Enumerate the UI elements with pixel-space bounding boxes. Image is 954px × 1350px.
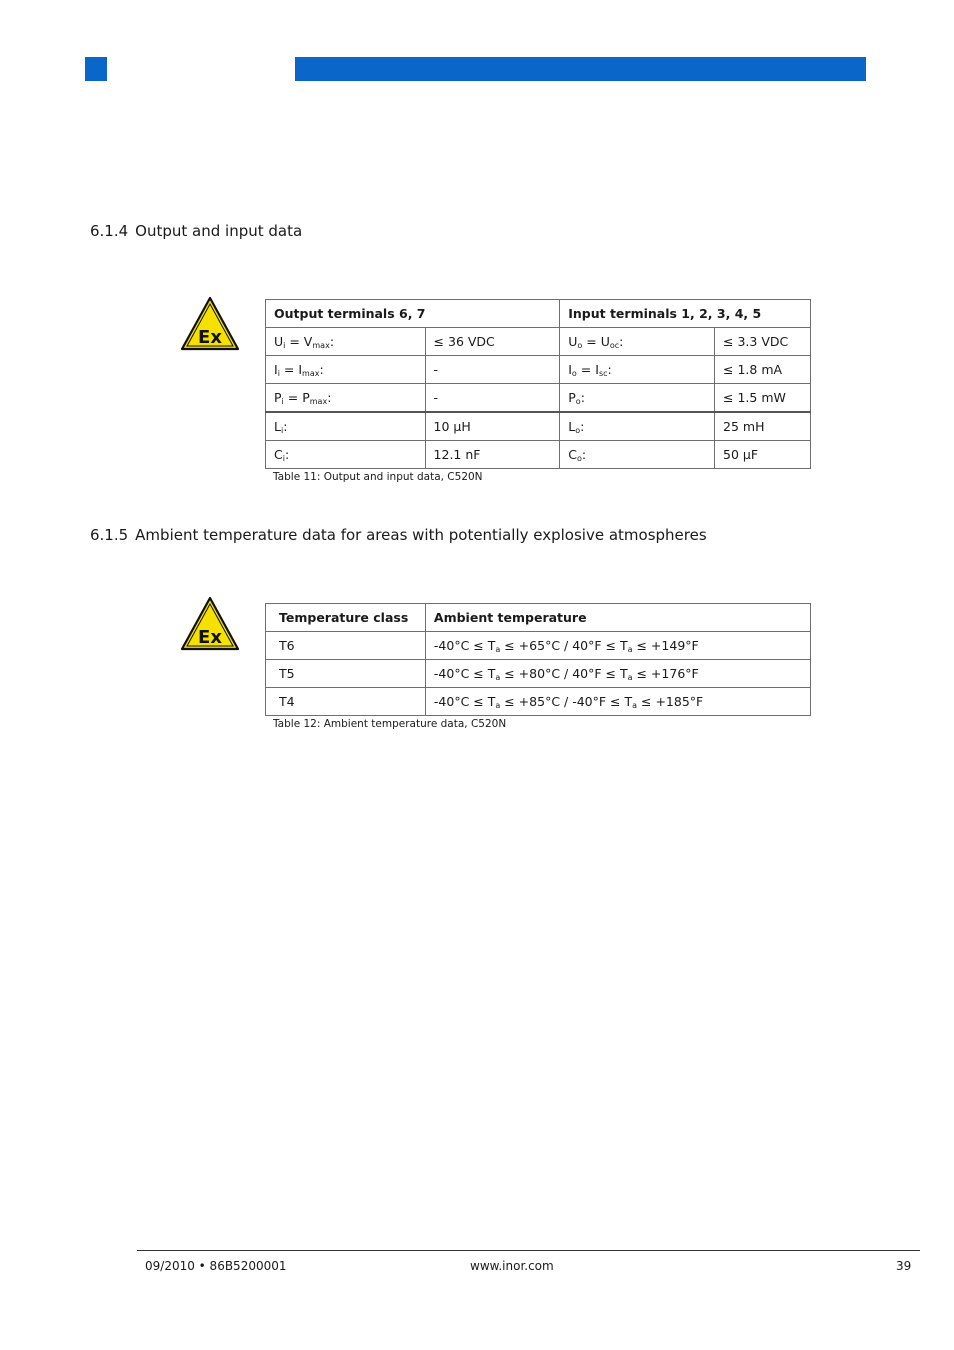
parameter-colon: : <box>319 361 324 377</box>
temperature-class-cell: T6 <box>266 632 426 660</box>
range-subscript: a <box>627 672 633 682</box>
parameter-subscript: i <box>281 396 284 406</box>
section-heading-output-input <box>90 222 302 240</box>
header-input-terminals: Input terminals 1, 2, 3, 4, 5 <box>560 300 811 328</box>
range-part: ≤ +80°C / 40°F ≤ T <box>500 665 628 681</box>
range-part: -40°C ≤ T <box>433 637 496 653</box>
ambient-temperature-cell <box>425 660 810 688</box>
ex-warning-icon <box>180 296 240 351</box>
header-temperature-class: Temperature class <box>266 604 426 632</box>
value-cell: 12.1 nF <box>425 441 560 469</box>
parameter-cell <box>266 328 426 356</box>
range-part: ≤ +65°C / 40°F ≤ T <box>500 637 628 653</box>
parameter-cell <box>266 441 426 469</box>
parameter-colon: : <box>619 333 624 349</box>
range-part: -40°C ≤ T <box>433 693 496 709</box>
header-accent-bar <box>295 57 866 81</box>
parameter-relation: = I <box>279 361 303 377</box>
table-row <box>266 328 811 356</box>
ex-warning-label: Ex <box>198 627 222 648</box>
parameter-symbol: I <box>274 361 278 377</box>
value-cell: ≤ 36 VDC <box>425 328 560 356</box>
parameter-cell <box>560 412 715 441</box>
table-header-row <box>266 604 811 632</box>
table-row <box>266 412 811 441</box>
parameter-subscript: i <box>280 425 284 435</box>
parameter-subscript: max <box>309 396 328 406</box>
parameter-cell <box>560 441 715 469</box>
parameter-cell <box>560 356 715 384</box>
parameter-subscript: o <box>571 368 577 378</box>
parameter-cell <box>560 384 715 413</box>
range-subscript: a <box>495 700 501 710</box>
value-cell: - <box>425 384 560 413</box>
footer-page-number: 39 <box>896 1259 912 1273</box>
table-caption-12: Table 12: Ambient temperature data, C520N <box>273 718 507 730</box>
parameter-colon: : <box>283 418 288 434</box>
parameter-symbol: U <box>274 333 284 349</box>
section-heading-ambient-temperature <box>90 526 707 544</box>
range-subscript: a <box>495 672 501 682</box>
parameter-colon: : <box>580 418 585 434</box>
ambient-temperature-cell <box>425 632 810 660</box>
parameter-subscript: max <box>302 368 320 378</box>
parameter-relation: = I <box>576 361 599 377</box>
parameter-colon: : <box>607 361 612 377</box>
temperature-class-cell: T5 <box>266 660 426 688</box>
parameter-subscript: oc <box>609 340 620 350</box>
value-cell: - <box>425 356 560 384</box>
temperature-class-cell: T4 <box>266 688 426 716</box>
range-part: ≤ +176°F <box>632 665 699 681</box>
value-cell: 50 µF <box>715 441 811 469</box>
footer-date-docnumber: 09/2010 • 86B5200001 <box>145 1259 287 1273</box>
table-header-row <box>266 300 811 328</box>
parameter-symbol: L <box>274 418 281 434</box>
parameter-colon: : <box>284 446 290 462</box>
range-part: ≤ +149°F <box>632 637 699 653</box>
ambient-temperature-table <box>265 603 811 716</box>
parameter-cell <box>266 412 426 441</box>
parameter-colon: : <box>581 446 587 462</box>
footer-website: www.inor.com <box>470 1259 554 1273</box>
table-row <box>266 441 811 469</box>
table-row <box>266 384 811 413</box>
parameter-subscript: max <box>312 340 330 350</box>
header-ambient-temperature: Ambient temperature <box>425 604 810 632</box>
output-input-table <box>265 299 811 469</box>
table-row <box>266 688 811 716</box>
section-number: 6.1.5 <box>90 526 129 544</box>
parameter-subscript: i <box>282 453 285 463</box>
value-cell: ≤ 3.3 VDC <box>715 328 811 356</box>
range-part: -40°C ≤ T <box>433 665 496 681</box>
footer-divider <box>137 1250 920 1251</box>
table-row <box>266 356 811 384</box>
parameter-subscript: i <box>277 368 280 378</box>
parameter-cell <box>266 356 426 384</box>
table-caption-11: Table 11: Output and input data, C520N <box>273 471 483 483</box>
parameter-symbol: C <box>568 446 577 462</box>
value-cell: 10 µH <box>425 412 560 441</box>
parameter-subscript: sc <box>598 368 608 378</box>
header-accent-square <box>85 57 107 81</box>
value-cell: ≤ 1.8 mA <box>715 356 811 384</box>
table-row <box>266 660 811 688</box>
parameter-cell <box>266 384 426 413</box>
parameter-subscript: o <box>576 453 582 463</box>
parameter-cell <box>560 328 715 356</box>
parameter-colon: : <box>329 333 335 349</box>
range-subscript: a <box>632 700 638 710</box>
parameter-symbol: P <box>568 389 576 405</box>
ambient-temperature-cell <box>425 688 810 716</box>
parameter-symbol: I <box>568 361 572 377</box>
section-number: 6.1.4 <box>90 222 129 240</box>
ex-warning-icon <box>180 596 240 651</box>
parameter-subscript: o <box>577 340 583 350</box>
parameter-relation: = V <box>285 333 313 349</box>
parameter-subscript: o <box>575 396 581 406</box>
parameter-symbol: C <box>274 446 283 462</box>
parameter-relation: = P <box>283 389 310 405</box>
range-part: ≤ +185°F <box>637 693 704 709</box>
section-title: Ambient temperature data for areas with potentially explosive atmospheres <box>135 526 707 544</box>
parameter-relation: = U <box>582 333 610 349</box>
table-row <box>266 632 811 660</box>
header-output-terminals: Output terminals 6, 7 <box>266 300 560 328</box>
parameter-subscript: i <box>283 340 286 350</box>
parameter-symbol: U <box>568 333 578 349</box>
range-part: ≤ +85°C / -40°F ≤ T <box>500 693 633 709</box>
ex-warning-label: Ex <box>198 327 222 348</box>
value-cell: ≤ 1.5 mW <box>715 384 811 413</box>
range-subscript: a <box>495 644 501 654</box>
parameter-symbol: L <box>568 418 576 434</box>
parameter-colon: : <box>580 389 585 405</box>
section-title: Output and input data <box>135 222 303 240</box>
parameter-colon: : <box>327 389 332 405</box>
value-cell: 25 mH <box>715 412 811 441</box>
parameter-subscript: o <box>575 425 581 435</box>
range-subscript: a <box>627 644 633 654</box>
parameter-symbol: P <box>274 389 282 405</box>
